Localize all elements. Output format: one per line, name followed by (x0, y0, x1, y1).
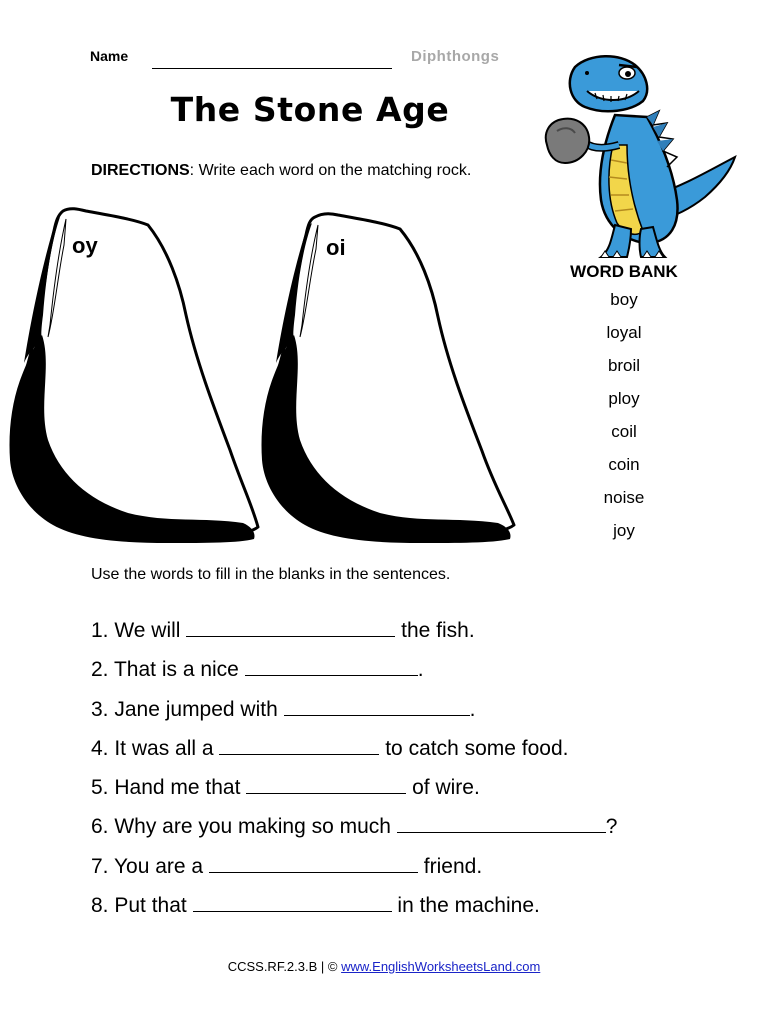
rock-oy[interactable] (8, 205, 268, 550)
word-bank-item: coin (608, 455, 640, 474)
word-bank-item: noise (603, 488, 645, 507)
sentence-8 (91, 889, 617, 928)
standard-code: CCSS.RF.2.3.B (227, 959, 318, 974)
topic-label: Diphthongs (411, 48, 500, 65)
rock-label-oy: oy (72, 233, 98, 258)
sentence-2-end: . (417, 658, 424, 682)
rock-oi[interactable] (260, 205, 520, 550)
blank-1[interactable] (186, 614, 395, 637)
sentence-5-start: 5. Hand me that (91, 776, 247, 800)
word-bank-title: WORD BANK (570, 262, 678, 281)
sentence-5-end: of wire. (406, 776, 480, 800)
sentence-4-start: 4. It was all a (91, 736, 220, 760)
sentence-4 (91, 732, 617, 771)
blank-7[interactable] (209, 850, 418, 873)
rock-2-icon (260, 205, 520, 550)
sentence-6 (91, 810, 617, 849)
website-link[interactable]: www.EnglishWorksheetsLand.com (341, 959, 541, 974)
blank-2[interactable] (245, 653, 418, 676)
blank-8[interactable] (193, 889, 392, 912)
rock-label-oi: oi (326, 235, 346, 260)
directions-text: : Write each word on the matching rock. (189, 162, 472, 179)
sentence-7-end: friend. (417, 854, 483, 878)
sentence-6-start: 6. Why are you making so much (91, 815, 397, 839)
word-bank-item: joy (613, 521, 635, 540)
footer (0, 959, 768, 974)
directions-label: DIRECTIONS (91, 162, 190, 179)
sentence-2 (91, 653, 617, 692)
sentence-5 (91, 771, 617, 810)
sentence-2-start: 2. That is a nice (91, 658, 245, 682)
directions (91, 162, 471, 180)
word-bank-item: boy (610, 290, 638, 309)
word-bank-item: broil (607, 356, 641, 375)
sentence-3-start: 3. Jane jumped with (91, 697, 284, 721)
sentence-6-end: ? (605, 815, 618, 839)
sentence-3-end: . (469, 697, 476, 721)
blank-6[interactable] (397, 810, 606, 833)
word-bank-item: coil (611, 422, 637, 441)
sentence-1-start: 1. We will (91, 619, 187, 642)
blank-3[interactable] (284, 693, 470, 716)
name-field-line[interactable] (152, 68, 392, 69)
word-bank-list (548, 288, 700, 552)
sentence-1 (91, 614, 617, 653)
blank-5[interactable] (246, 771, 406, 794)
rock-1-icon (8, 205, 268, 550)
name-label: Name (90, 48, 129, 64)
sentence-4-end: to catch some food. (379, 736, 569, 760)
sentence-list (91, 614, 617, 928)
sentence-7 (91, 850, 617, 889)
sentence-3 (91, 693, 617, 732)
blank-4[interactable] (219, 732, 379, 755)
sentence-8-end: in the machine. (391, 894, 540, 918)
footer-separator: | © (317, 959, 342, 974)
sentence-8-start: 8. Put that (91, 894, 193, 918)
word-bank-item: loyal (606, 323, 642, 342)
sentence-7-start: 7. You are a (91, 854, 209, 878)
sentence-1-end: the fish. (395, 619, 475, 642)
dinosaur-with-rock-icon (535, 45, 745, 265)
word-bank-item: ploy (608, 389, 640, 408)
worksheet-title: The Stone Age (170, 90, 450, 129)
fill-in-instructions: Use the words to fill in the blanks in the sentences. (91, 566, 451, 583)
